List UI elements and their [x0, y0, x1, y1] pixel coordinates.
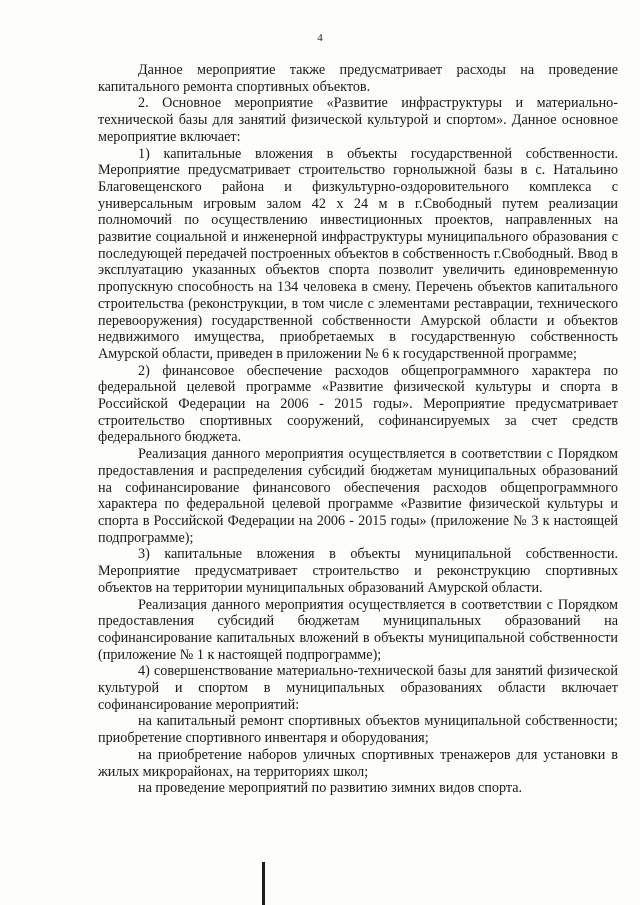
paragraph: на проведение мероприятий по развитию зимних видов спорта.: [138, 780, 523, 797]
scan-artifact-line: [262, 862, 265, 905]
paragraph: 3) капитальные вложения в объекты муниципальной собственности. Мероприятие предусматривает строительство и реконструкцию спортивных объектов на территории муниципальных образований Амурской области.: [98, 546, 618, 596]
document-body: [98, 62, 618, 797]
paragraph: 2) финансовое обеспечение расходов общепрограммного характера по федеральной целевой программе «Развитие физической культуры и спорта в Российской Федерации на 2006 - 2015 годы». Мероприятие предусматривает строительство спортивных сооружений, софинансируемых за счет средств федерального бюджета.: [98, 362, 618, 446]
paragraph: Реализация данного мероприятия осуществляется в соответствии с Порядком предоставления и распределения субсидий бюджетам муниципальных образований на софинансирование финансового обеспечения расходов общепрограммного характера по федеральной целевой программе «Развитие физической культуры и спорта в Российской Федерации на 2006 - 2015 годы» (приложение № 3 к настоящей подпрограмме);: [98, 446, 618, 546]
paragraph: 1) капитальные вложения в объекты государственной собственности. Мероприятие предусматривает строительство горнолыжной базы в с. Натальино Благовещенского района и физкультурно-оздоровительного комплекса с универсальным игровым залом 42 х 24 м в г.Свободный путем реализации полномочий по осуществлению инвестиционных проектов, направленных на развитие социальной и инженерной инфраструктуры муниципального образования с последующей передачей построенных объектов в собственность г.Свободный. Ввод в эксплуатацию указанных объектов спорта позволит увеличить единовременную пропускную способность на 134 человека в смену. Перечень объектов капитального строительства (реконструкции, в том числе с элементами реставрации, технического перевооружения) государственной собственности Амурской области и объектов недвижимого имущества, приобретаемых в государственную собственность Амурской области, приведен в приложении № 6 к государственной программе;: [98, 145, 618, 362]
paragraph: Реализация данного мероприятия осуществляется в соответствии с Порядком предоставления субсидий бюджетам муниципальных образований на софинансирование капитальных вложений в объекты муниципальной собственности (приложение № 1 к настоящей подпрограмме);: [98, 596, 618, 663]
paragraph: на приобретение наборов уличных спортивных тренажеров для установки в жилых микрорайонах, на территориях школ;: [98, 746, 618, 780]
page-number: 4: [317, 32, 323, 44]
paragraph: на капитальный ремонт спортивных объектов муниципальной собственности; приобретение спортивного инвентаря и оборудования;: [98, 713, 618, 747]
paragraph: 2. Основное мероприятие «Развитие инфраструктуры и материально-технической базы для занятий физической культурой и спортом». Данное основное мероприятие включает:: [98, 95, 618, 145]
paragraph: 4) совершенствование материально-технической базы для занятий физической культурой и спортом в муниципальных образованиях области включает софинансирование мероприятий:: [98, 663, 618, 713]
paragraph: Данное мероприятие также предусматривает расходы на проведение капитального ремонта спортивных объектов.: [98, 62, 618, 95]
